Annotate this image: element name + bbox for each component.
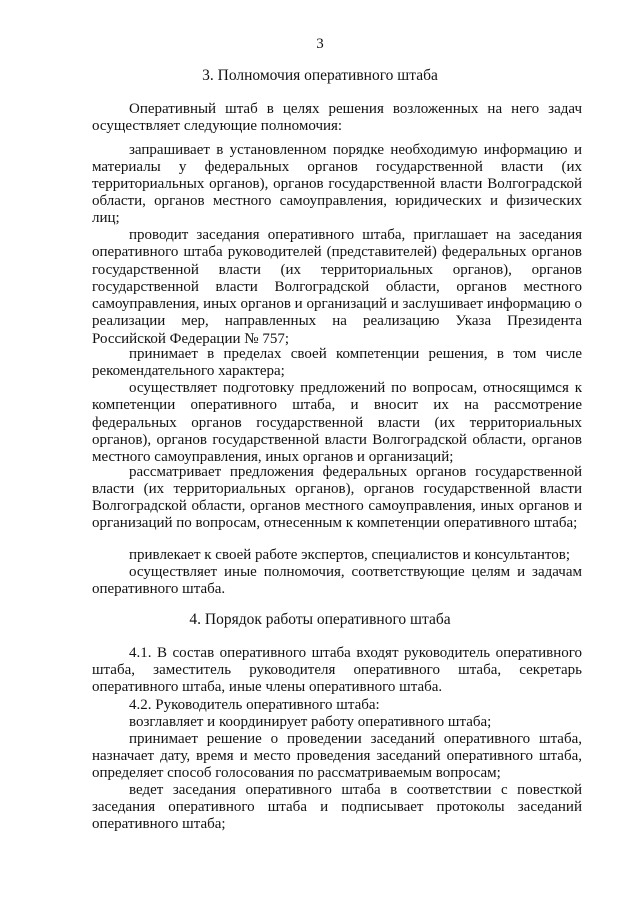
- section-3-item-make-decisions: принимает в пределах своей компетенции решения, в том числе рекомендательного характера;: [92, 346, 582, 380]
- section-3-item-involve-experts: привлекает к своей работе экспертов, специалистов и консультантов;: [129, 547, 571, 563]
- section-4-clause-4-2: 4.2. Руководитель оперативного штаба:: [129, 697, 380, 713]
- section-4-clause-4-1: 4.1. В состав оперативного штаба входят руководитель оперативного штаба, заместитель руководителя оперативного штаба, секретарь оперативного штаба, иные члены оперативного штаба.: [92, 645, 582, 696]
- section-3-item-hold-meetings: проводит заседания оперативного штаба, приглашает на заседания оперативного штаба руководителей (представителей) федеральных органов государственной власти (их территориальных органов), органов государственной власти Волгоградской области, органов местного самоуправления, иных органов и организаций и заслушивает информацию о реализации мер, направленных на реализацию Указа Президента Российской Федерации № 757;: [92, 227, 582, 347]
- section-4-item-schedule: принимает решение о проведении заседаний оперативного штаба, назначает дату, время и место проведения заседаний оперативного штаба, определяет способ голосования по рассматриваемым вопросам;: [92, 731, 582, 782]
- section-3-heading: 3. Полномочия оперативного штаба: [202, 67, 438, 84]
- section-3-item-review-proposals: рассматривает предложения федеральных органов государственной власти (их территориальных органов), органов государственной власти Волгоградской области, органов местного самоуправления, иных органов и организаций по вопросам, отнесенным к компетенции оперативного штаба;: [92, 464, 582, 532]
- section-3-item-prepare-proposals: осуществляет подготовку предложений по вопросам, относящимся к компетенции оперативного штаба, и вносит их на рассмотрение федеральных органов государственной власти (их территориальных органов), органов государственной власти Волгоградской области, органов местного самоуправления, иных органов и организаций;: [92, 380, 582, 466]
- page-number: 3: [316, 36, 324, 52]
- section-3-intro-paragraph: Оперативный штаб в целях решения возложенных на него задач осуществляет следующие полномочия:: [92, 101, 582, 135]
- section-4-item-lead: возглавляет и координирует работу оперативного штаба;: [129, 714, 492, 730]
- section-3-item-other-powers: осуществляет иные полномочия, соответствующие целям и задачам оперативного штаба.: [92, 564, 582, 598]
- section-4-heading: 4. Порядок работы оперативного штаба: [189, 611, 451, 628]
- section-3-item-request-info: запрашивает в установленном порядке необходимую информацию и материалы у федеральных органов государственной власти (их территориальных органов), органов государственной власти Волгоградской области, органов местного самоуправления, юридических и физических лиц;: [92, 142, 582, 227]
- section-4-item-conduct-meetings: ведет заседания оперативного штаба в соответствии с повесткой заседания оперативного штаба и подписывает протоколы заседаний оперативного штаба;: [92, 782, 582, 833]
